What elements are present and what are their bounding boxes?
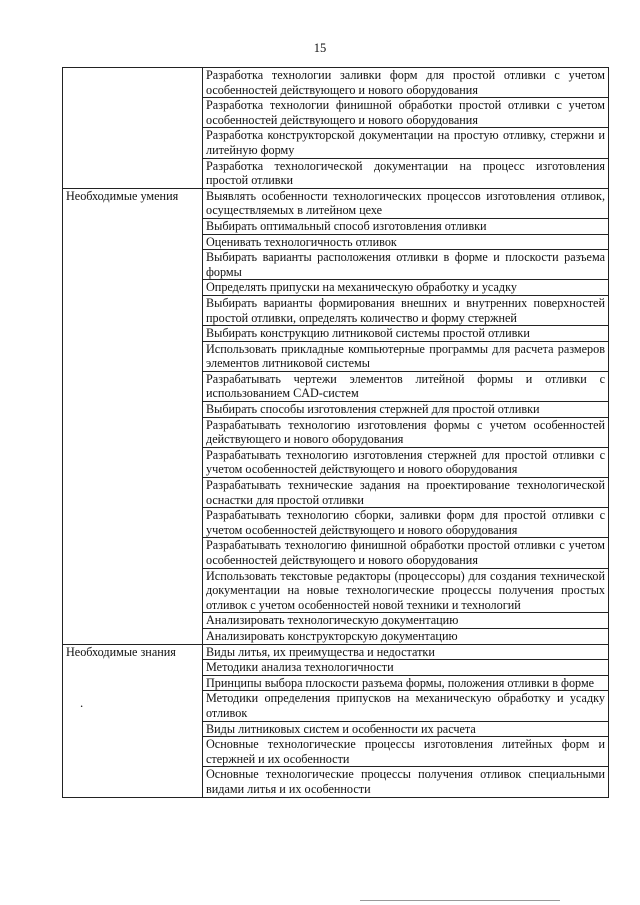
- table-cell: Выбирать оптимальный способ изготовления отливки: [203, 218, 609, 234]
- table-row: [63, 188, 609, 218]
- section-label: Необходимые знания: [63, 644, 203, 797]
- table-row: [63, 644, 609, 660]
- table-cell: Оценивать технологичность отливок: [203, 234, 609, 250]
- table-cell: Разрабатывать технологию изготовления формы с учетом особенностей действующего и нового оборудования: [203, 417, 609, 447]
- table-cell: Определять припуски на механическую обработку и усадку: [203, 280, 609, 296]
- table-cell: Разработка технологии финишной обработки простой отливки с учетом особенностей действующего и нового оборудования: [203, 98, 609, 128]
- table-cell: Анализировать конструкторскую документацию: [203, 628, 609, 644]
- table-cell: Использовать текстовые редакторы (процессоры) для создания технической документации на новые технологические процессы получения простых отливок с учетом особенностей новой техники и технологий: [203, 568, 609, 613]
- table-cell: Разрабатывать технологию сборки, заливки форм для простой отливки с учетом особенностей действующего и нового оборудования: [203, 508, 609, 538]
- section-label: Необходимые умения: [63, 188, 203, 644]
- table-cell: Разрабатывать технические задания на проектирование технологической оснастки для простой отливки: [203, 478, 609, 508]
- table-cell: Разработка технологии заливки форм для простой отливки с учетом особенностей действующего и нового оборудования: [203, 68, 609, 98]
- table-cell: Использовать прикладные компьютерные программы для расчета размеров элементов литниковой системы: [203, 341, 609, 371]
- requirements-table-body: [63, 68, 609, 798]
- table-cell: Виды литья, их преимущества и недостатки: [203, 644, 609, 660]
- table-cell: Основные технологические процессы изготовления литейных форм и стержней и их особенности: [203, 737, 609, 767]
- table-cell: Выбирать варианты расположения отливки в форме и плоскости разъема формы: [203, 250, 609, 280]
- scan-edge-line: [360, 900, 560, 901]
- table-cell: Разрабатывать технологию изготовления стержней для простой отливки с учетом особенностей действующего и нового оборудования: [203, 447, 609, 477]
- table-row: [63, 68, 609, 98]
- table-cell: Методики анализа технологичности: [203, 660, 609, 676]
- table-cell: Выявлять особенности технологических процессов изготовления отливок, осуществляемых в литейном цехе: [203, 188, 609, 218]
- table-cell: Принципы выбора плоскости разъема формы, положения отливки в форме: [203, 675, 609, 691]
- table-cell: Разрабатывать технологию финишной обработки простой отливки с учетом особенностей действующего и нового оборудования: [203, 538, 609, 568]
- table-cell: Выбирать варианты формирования внешних и внутренних поверхностей простой отливки, определять количество и форму стержней: [203, 295, 609, 325]
- table-cell: Виды литниковых систем и особенности их расчета: [203, 721, 609, 737]
- table-cell: Разрабатывать чертежи элементов литейной формы и отливки с использованием CAD-систем: [203, 371, 609, 401]
- table-cell: Разработка технологической документации на процесс изготовления простой отливки: [203, 158, 609, 188]
- section-label: [63, 68, 203, 189]
- stray-dot-mark: .: [80, 695, 84, 710]
- page-number: 15: [313, 41, 327, 55]
- table-cell: Выбирать конструкцию литниковой системы простой отливки: [203, 326, 609, 342]
- requirements-table: [62, 67, 609, 798]
- table-cell: Основные технологические процессы получения отливок специальными видами литья и их особенности: [203, 767, 609, 797]
- table-cell: Анализировать технологическую документацию: [203, 613, 609, 629]
- table-cell: Выбирать способы изготовления стержней для простой отливки: [203, 402, 609, 418]
- table-cell: Разработка конструкторской документации на простую отливку, стержни и литейную форму: [203, 128, 609, 158]
- table-cell: Методики определения припусков на механическую обработку и усадку отливок: [203, 691, 609, 721]
